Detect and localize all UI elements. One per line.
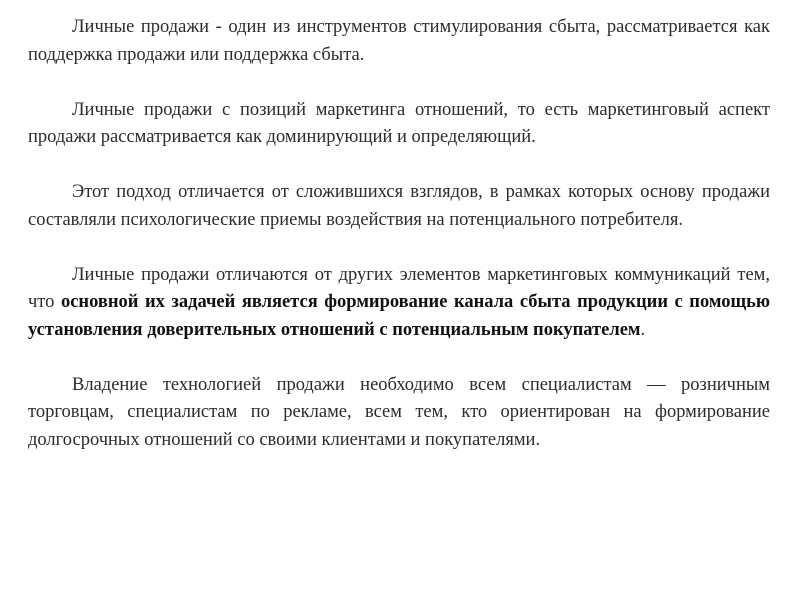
paragraph-relationship-marketing: Личные продажи с позиций маркетинга отношений, то есть маркетинговый аспект продажи рассматривается как доминирующий и определяющий. <box>28 99 770 147</box>
paragraph-sales-technology: Владение технологией продажи необходимо всем специалистам — розничным торговцам, специалистам по рекламе, всем тем, кто ориентирован на формирование долгосрочных отношений со своими клиентами и покупателями. <box>28 374 770 450</box>
paragraph-main-task <box>28 262 770 345</box>
paragraph-main-task-intro: Личные продажи отличаются от других элементов маркетинговых коммуникаций тем, что <box>28 264 770 312</box>
paragraph-personal-sales-definition: Личные продажи - один из инструментов стимулирования сбыта, рассматривается как поддержка продажи или поддержка сбыта. <box>28 17 770 65</box>
paragraph-approach-difference: Этот подход отличается от сложившихся взглядов, в рамках которых основу продажи составляли психологические приемы воздействия на потенциального потребителя. <box>28 182 770 230</box>
paragraph-main-task-end: . <box>640 319 646 340</box>
paragraph-main-task-emphasis: основной их задачей является формирование канала сбыта продукции с помощью установления доверительных отношений с потенциальным покупателем <box>28 292 770 340</box>
